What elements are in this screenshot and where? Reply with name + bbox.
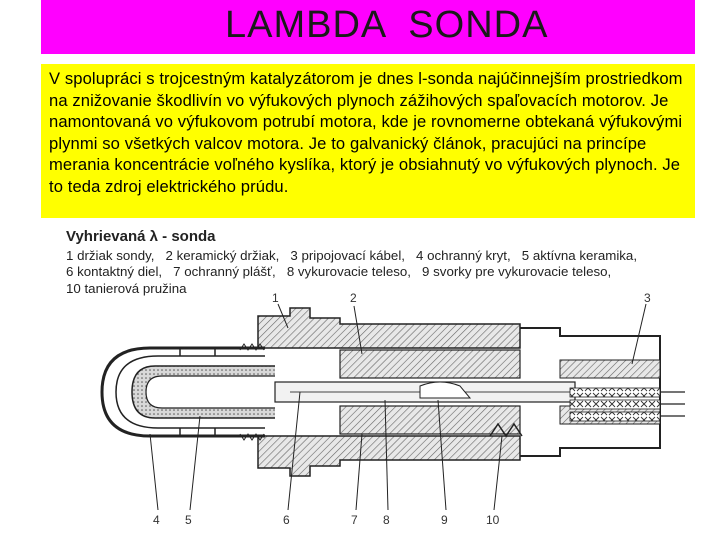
- cable-wires: [570, 388, 685, 421]
- callout-6: 6: [283, 513, 290, 527]
- active-ceramic: [132, 366, 275, 418]
- page-title: LAMBDA SONDA: [225, 4, 549, 46]
- callout-10: 10: [486, 513, 500, 527]
- callout-7: 7: [351, 513, 358, 527]
- legend-line-1: 1 držiak sondy, 2 keramický držiak, 3 pripojovací kábel, 4 ochranný kryt, 5 aktívna keramika,: [66, 248, 638, 263]
- callout-1: 1: [272, 291, 279, 305]
- callout-2: 2: [350, 291, 357, 305]
- description-box: [41, 64, 695, 218]
- callout-5: 5: [185, 513, 192, 527]
- heating-element: [275, 382, 575, 402]
- legend-line-3: 10 tanierová pružina: [66, 281, 187, 296]
- callout-8: 8: [383, 513, 390, 527]
- callout-3: 3: [644, 291, 651, 305]
- description-text: V spolupráci s trojcestným katalyzátorom je dnes l-sonda najúčinnejším prostriedkom na znižovanie škodlivín vo výfukových plynoch zážihových spaľovacích motorov. Je namontovaná vo výfukovom potrubí motora, kde je rovnomerne obtekaná výfukovými plynmi so všetkých valcov motora. Je to galvanický článok, pracujúci na princípe merania koncentrácie voľného kyslíka, ktorý je obsiahnutý vo výfukových plynoch. Je to teda zdroj elektrického prúdu.: [49, 69, 683, 196]
- lambda-sensor-diagram: [40, 288, 690, 533]
- callout-9: 9: [441, 513, 448, 527]
- title-bar: [41, 0, 695, 54]
- callout-4: 4: [153, 513, 160, 527]
- legend-line-2: 6 kontaktný diel, 7 ochranný plášť, 8 vykurovacie teleso, 9 svorky pre vykurovacie teleso,: [66, 264, 612, 279]
- figure-title: Vyhrievaná λ - sonda: [66, 228, 216, 245]
